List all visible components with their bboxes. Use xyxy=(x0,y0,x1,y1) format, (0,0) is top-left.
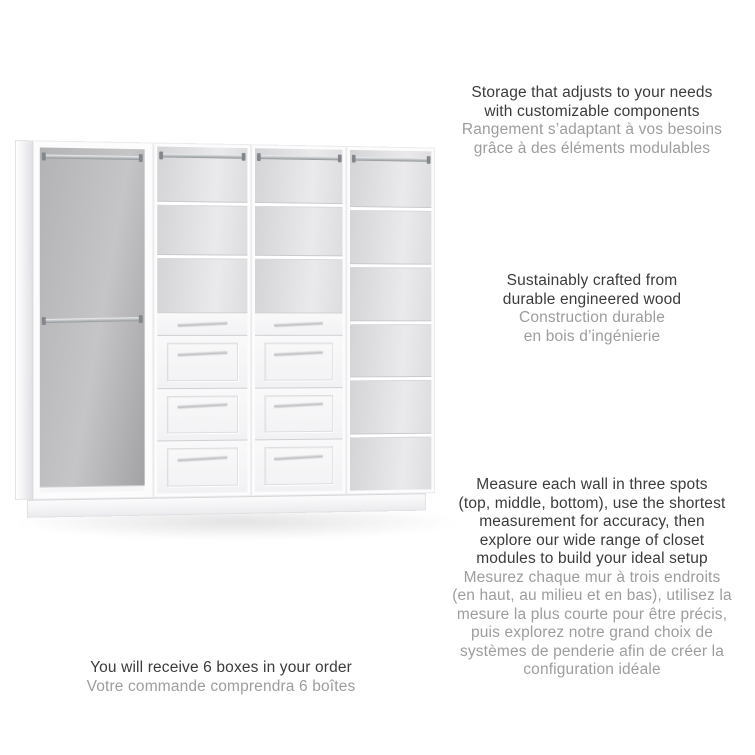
drawer xyxy=(158,313,248,336)
hanging-rod xyxy=(354,157,428,162)
rod-bracket xyxy=(338,155,342,163)
rod-bracket xyxy=(159,151,163,159)
drawer-panel xyxy=(167,395,238,434)
feature-text-en: (top, middle, bottom), use the shortest xyxy=(458,494,726,512)
feature-note-boxes xyxy=(71,659,371,696)
feature-note-sustainable xyxy=(442,272,742,346)
shelf-tower xyxy=(347,146,435,495)
feature-text-en: measurement for accuracy, then xyxy=(479,513,705,530)
feature-text-en: Measure each wall in three spots xyxy=(476,476,708,493)
drawer-panel xyxy=(264,395,333,433)
storage-tower-right xyxy=(251,144,347,496)
open-compartment xyxy=(350,381,431,433)
rod-bracket xyxy=(242,153,246,161)
drawer xyxy=(255,313,343,335)
feature-note-customizable xyxy=(442,84,742,158)
feature-text-fr: Rangement s’adaptant à vos besoins xyxy=(461,121,723,138)
feature-text-fr: grâce à des éléments modulables xyxy=(473,139,711,157)
feature-text-fr: Votre commande comprendra 6 boîtes xyxy=(86,677,356,695)
drawer xyxy=(255,388,343,441)
drawer-panel xyxy=(167,343,238,381)
open-compartment xyxy=(255,207,343,256)
feature-text-fr: puis explorez notre grand choix de xyxy=(470,624,714,641)
closet-side-panel xyxy=(15,140,33,500)
rod-bracket xyxy=(139,315,143,323)
drawer-panel xyxy=(167,448,238,487)
section-floor xyxy=(40,485,145,493)
feature-text-fr: configuration idéale xyxy=(523,661,661,678)
hanging-rod xyxy=(161,153,244,158)
open-compartment xyxy=(158,147,248,202)
feature-note-measure xyxy=(437,476,747,680)
open-compartment xyxy=(158,206,248,255)
feature-text-en: with customizable components xyxy=(484,102,700,120)
open-compartment xyxy=(255,148,343,203)
drawer-handle xyxy=(274,321,323,326)
open-compartment xyxy=(350,150,431,207)
drawer-stack xyxy=(158,312,248,493)
drawer xyxy=(158,441,248,494)
rod-bracket xyxy=(352,155,356,163)
drawer xyxy=(158,336,248,389)
rod-bracket xyxy=(139,154,143,162)
drawer-handle xyxy=(177,321,227,326)
feature-text-fr: (en haut, au milieu et en bas), utilisez la xyxy=(452,587,732,604)
drawer xyxy=(255,336,343,389)
rod-bracket xyxy=(42,317,46,325)
open-compartment xyxy=(255,260,343,313)
open-compartment xyxy=(158,259,248,312)
drawer xyxy=(158,388,248,441)
drawer xyxy=(255,440,343,492)
feature-text-fr: systèmes de penderie afin de créer la xyxy=(459,642,725,660)
feature-text-fr: Mesurez chaque mur à trois endroits xyxy=(463,568,721,586)
feature-text-fr: Construction durable xyxy=(518,309,666,326)
hanging-section xyxy=(33,140,154,499)
feature-text-en: Storage that adjusts to your needs xyxy=(471,84,713,101)
hanging-section-interior xyxy=(40,147,145,492)
open-compartment xyxy=(350,268,431,320)
rod-bracket xyxy=(42,152,46,160)
feature-text-en: modules to build your ideal setup xyxy=(476,550,708,567)
open-compartment xyxy=(350,325,431,377)
feature-text-en: explore our wide range of closet xyxy=(479,531,705,549)
rod-bracket xyxy=(257,153,261,161)
open-compartment xyxy=(350,211,431,264)
open-compartment xyxy=(350,438,431,491)
rod-bracket xyxy=(426,156,430,164)
feature-text-fr: mesure la plus courte pour être précis, xyxy=(456,605,728,623)
hanging-rod xyxy=(44,154,141,160)
hanging-rod xyxy=(44,317,141,323)
storage-tower-left xyxy=(154,143,251,498)
drawer-panel xyxy=(264,343,333,381)
feature-text-en: You will receive 6 boxes in your order xyxy=(90,659,352,676)
hanging-rod xyxy=(258,155,339,160)
drawer-panel xyxy=(264,447,333,486)
feature-text-fr: en bois d’ingénierie xyxy=(523,327,661,345)
feature-text-en: Sustainably crafted from xyxy=(506,272,678,289)
drawer-stack xyxy=(255,312,343,492)
feature-text-en: durable engineered wood xyxy=(502,290,682,308)
closet-organizer-illustration xyxy=(15,140,473,550)
